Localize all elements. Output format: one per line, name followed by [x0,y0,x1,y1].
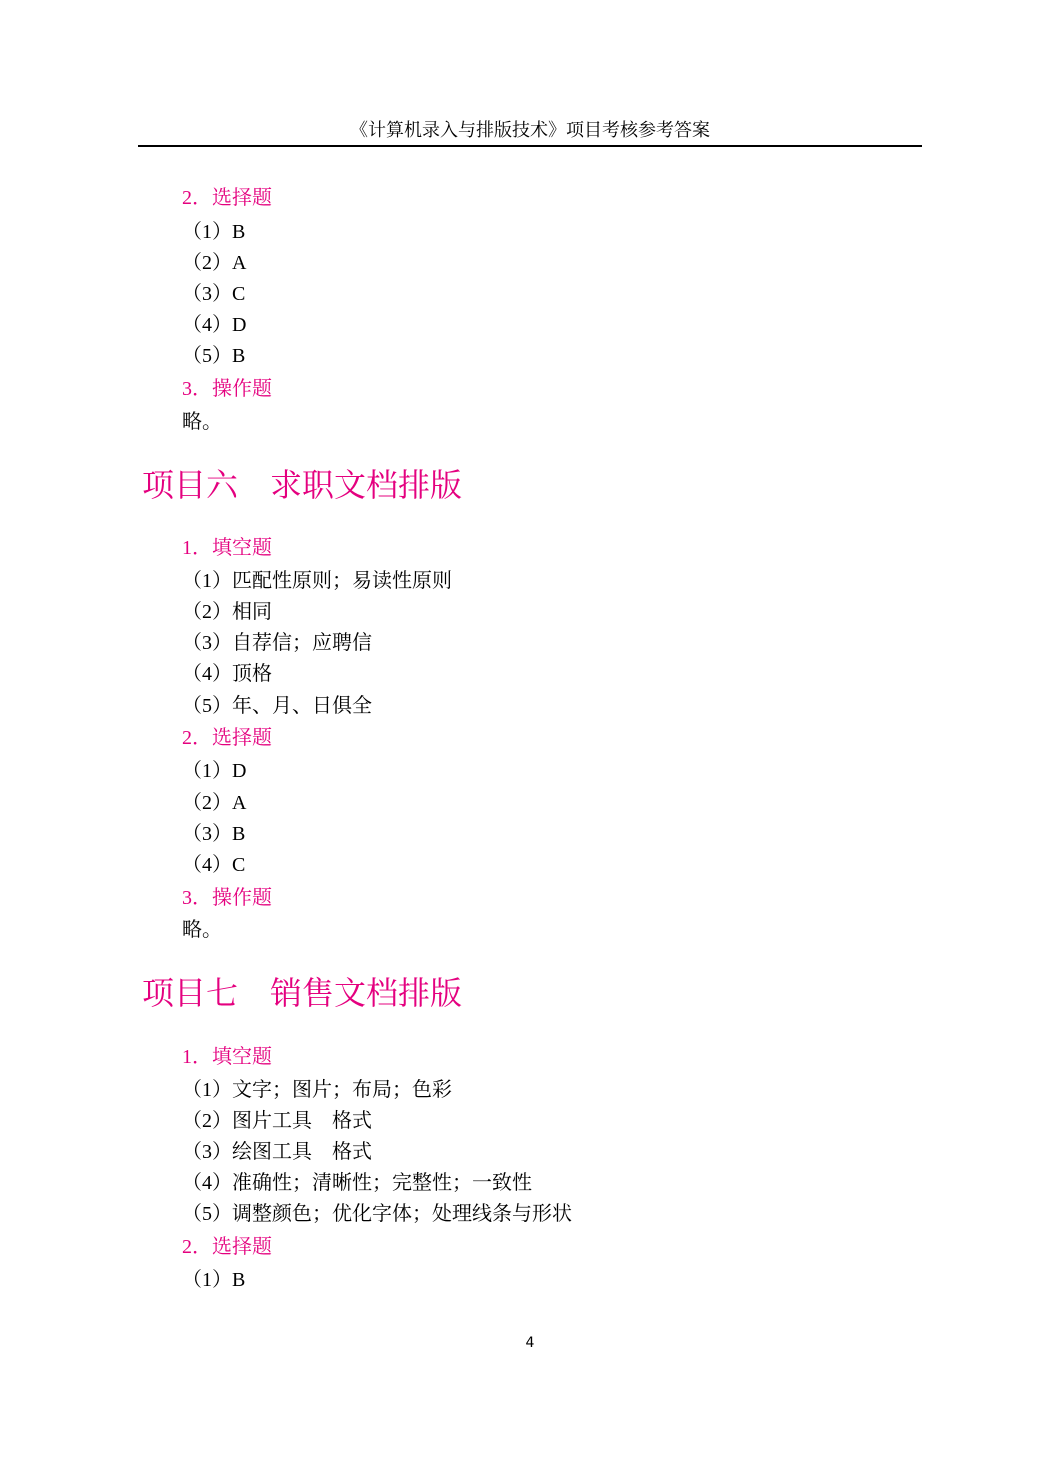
header-rule [138,145,922,147]
answer-item: （5）B [182,345,246,367]
answer-item: （3）C [182,283,246,305]
answer-item: （1）B [182,221,246,243]
answer-item: （2）图片工具 格式 [182,1110,372,1132]
operation-heading: 3．操作题 [182,378,272,400]
choice-heading: 2．选择题 [182,1236,272,1258]
answer-item: （3）绘图工具 格式 [182,1141,372,1163]
choice-heading: 2．选择题 [182,187,272,209]
fill-heading: 1．填空题 [182,1046,272,1068]
answer-item: （1）D [182,760,247,782]
answer-item: （1）文字；图片；布局；色彩 [182,1079,452,1101]
answer-item: （4）D [182,314,247,336]
answer-item: （5）年、月、日俱全 [182,695,372,717]
answer-item: 略。 [182,411,222,433]
running-header: 《计算机录入与排版技术》项目考核参考答案 [350,120,710,140]
operation-heading: 3．操作题 [182,887,272,909]
answer-item: （4）C [182,854,246,876]
answer-item: （3）自荐信；应聘信 [182,632,372,654]
answer-item: （4）顶格 [182,663,272,685]
answer-item: （4）准确性；清晰性；完整性；一致性 [182,1172,532,1194]
fill-heading: 1．填空题 [182,537,272,559]
answer-item: （2）A [182,792,247,814]
answer-item: （2）相同 [182,601,272,623]
answer-item: （1）B [182,1269,246,1291]
project6-title: 项目六 求职文档排版 [142,466,463,504]
answer-item: （2）A [182,252,247,274]
answer-item: （5）调整颜色；优化字体；处理线条与形状 [182,1203,572,1225]
answer-item: （3）B [182,823,246,845]
answer-item: （1）匹配性原则；易读性原则 [182,570,452,592]
project7-title: 项目七 销售文档排版 [142,974,463,1012]
choice-heading: 2．选择题 [182,727,272,749]
page-number: 4 [525,1335,535,1351]
answer-item: 略。 [182,919,222,941]
